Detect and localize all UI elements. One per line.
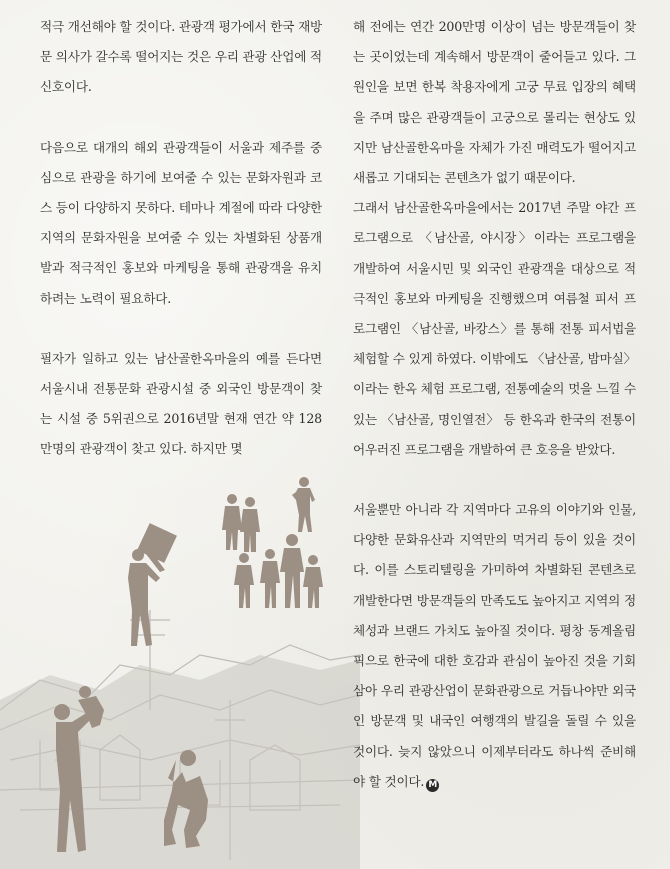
right-paragraph-3 bbox=[353, 495, 636, 797]
left-paragraph-2: 다음으로 대개의 해외 관광객들이 서울과 제주를 중심으로 관광을 하기에 보여줄 수 있는 문화자원과 코스 등이 다양하지 못하다. 테마나 계절에 따라 다양한 지역의 문화자원을 보여줄 수 있는 차별화된 상품개발과 적극적인 홍보와 마케팅을 통해 관광객을 유치하려는 노력이 필요하다. bbox=[40, 139, 322, 306]
right-paragraph-2: 그래서 남산골한옥마을에서는 2017년 주말 야간 프로그램으로 〈남산골, 야시장〉이라는 프로그램을 개발하여 서울시민 및 외국인 관광객을 대상으로 적극적인 홍보와 마케팅을 진행했으며 여름철 피서 프로그램인 〈남산골, 바캉스〉를 통해 전통 피서법을 체험할 수 있게 하였다. 이밖에도 〈남산골, 밤마실〉이라는 한옥 체험 프로그램, 전통예술의 멋을 느낄 수 있는 〈남산골, 명인열전〉 등 한옥과 한국의 전통이 어우러진 프로그램을 개발하여 큰 호응을 받았다. bbox=[353, 200, 636, 457]
left-text-column bbox=[40, 12, 322, 465]
village-wash bbox=[0, 655, 360, 869]
left-paragraph-1: 적극 개선해야 할 것이다. 관광객 평가에서 한국 재방문 의사가 갈수록 떨어지는 것은 우리 관광 산업에 적신호이다. bbox=[40, 19, 322, 95]
right-paragraph-3-text: 서울뿐만 아니라 각 지역마다 고유의 이야기와 인물, 다양한 문화유산과 지역만의 먹거리 등이 있을 것이다. 이를 스토리텔링을 가미하여 차별화된 콘텐츠로 개발한다면 방문객들의 만족도도 높아지고 지역의 정체성과 브랜드 가치도 높아질 것이다. 평창 동계올림픽으로 한국에 대한 호감과 관심이 높아진 것을 기회삼아 우리 관광산업이 문화관광으로 거듭나야만 외국인 방문객 및 내국인 여행객의 발길을 돌릴 수 있을 것이다. 늦지 않았으니 이제부터라도 하나씩 준비해야 할 것이다. bbox=[353, 502, 636, 789]
people-silhouettes-illustration bbox=[0, 460, 360, 869]
left-paragraph-3: 필자가 일하고 있는 남산골한옥마을의 예를 든다면 서울시내 전통문화 관광시설 중 외국인 방문객이 찾는 시설 중 5위권으로 2016년말 현재 연간 약 128만명의 관광객이 찾고 있다. 하지만 몇 bbox=[40, 350, 322, 457]
person-holding-sign-silhouette bbox=[128, 523, 177, 646]
right-paragraph-1: 해 전에는 연간 200만명 이상이 넘는 방문객들이 찾는 곳이었는데 계속해서 방문객이 줄어들고 있다. 그 원인을 보면 한복 착용자에게 고궁 무료 입장의 혜택을 주며 많은 관광객들이 고궁으로 몰리는 현상도 있지만 남산골한옥마을 자체가 가진 매력도가 떨어지고 새롭고 기대되는 콘텐츠가 없기 때문이다. bbox=[353, 19, 636, 186]
group-adults-silhouette bbox=[222, 477, 315, 552]
right-text-column bbox=[353, 12, 636, 797]
end-mark-icon: M bbox=[426, 779, 439, 792]
